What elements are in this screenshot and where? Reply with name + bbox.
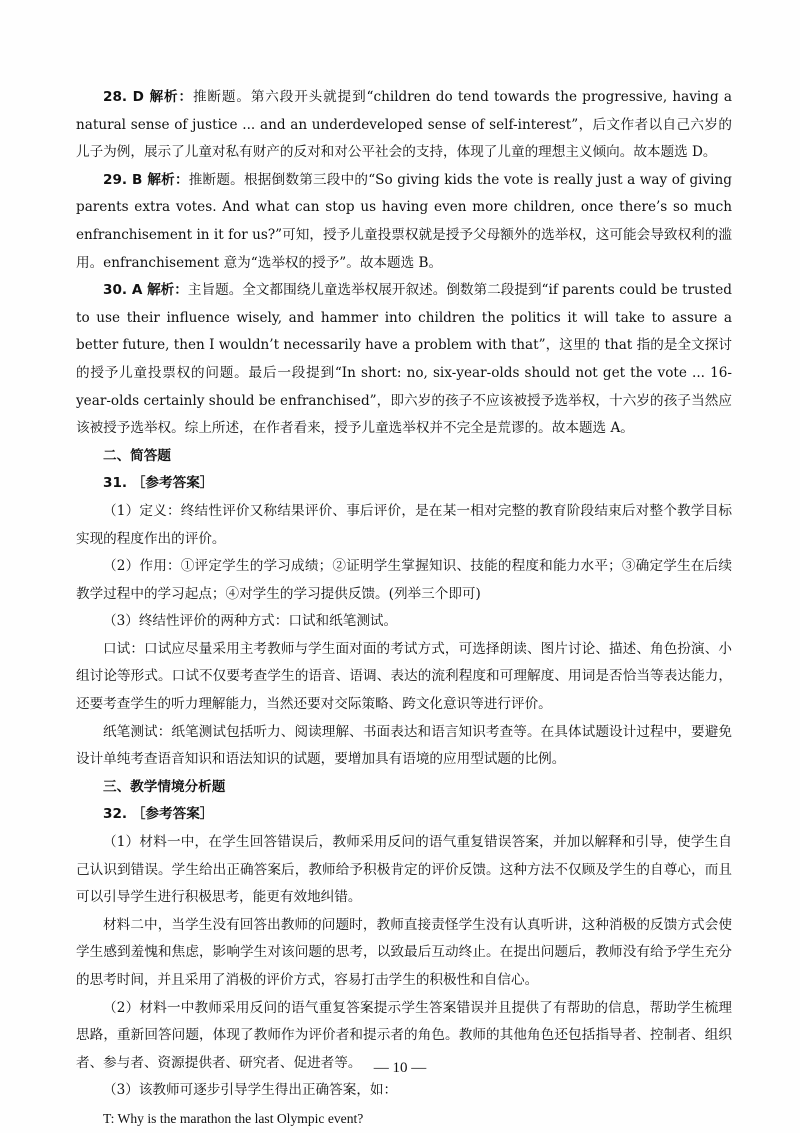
- page-number: — 10 —: [373, 1060, 427, 1076]
- answer-document: [76, 84, 732, 1133]
- q32-teacher-roles: （2）材料一中教师采用反问的语气重复答案提示学生答案错误并且提供了有帮助的信息，帮助学生梳理思路，重新回答问题，体现了教师作为评价者和提示者的角色。教师的其他角色还包括指导者、控制者、组织者、参与者、资源提供者、研究者、促进者等。: [76, 999, 732, 1071]
- section-heading-short-answer: 二、简答题: [103, 447, 171, 464]
- q31-methods: （3）终结性评价的两种方式：口试和纸笔测试。: [103, 613, 398, 630]
- q31-written-test: 纸笔测试：纸笔测试包括听力、阅读理解、书面表达和语言知识考查等。在具体试题设计过程中，要避免设计单纯考查语音知识和语法知识的试题，要增加具有语境的应用型试题的比例。: [76, 723, 732, 768]
- q32-label: 32. ［参考答案］: [103, 806, 214, 823]
- q32-example-question: T: Why is the marathon the last Olympic event?: [103, 1110, 364, 1126]
- q31-function: （2）作用：①评定学生的学习成绩；②证明学生掌握知识、技能的程度和能力水平；③确定学生在后续教学过程中的学习起点；④对学生的学习提供反馈。(列举三个即可): [76, 558, 732, 602]
- q31-oral-test: 口试：口试应尽量采用主考教师与学生面对面的考试方式，可选择朗读、图片讨论、描述、角色扮演、小组讨论等形式。口试不仅要考查学生的语音、语调、表达的流利程度和可理解度、用词是否恰当等表达能力，还要考查学生的听力理解能力，当然还要对交际策略、跨文化意识等进行评价。: [76, 640, 732, 713]
- q28-lead: 28. D 解析：: [103, 89, 193, 105]
- q28-text: 推断题。第六段开头就提到“children do tend towards the progressive, having a natural sense of justice ... and an underdeveloped sense of self-interest”，后文作者以自己六岁的儿子为例，展示了儿童对私有财产的反对和对公平社会的支持，体现了儿童的理想主义倾向。故本题选 D。: [76, 89, 732, 161]
- q31-label: 31. ［参考答案］: [103, 475, 214, 492]
- q30-paragraph: [76, 277, 732, 443]
- q32-material-one: （1）材料一中，在学生回答错误后，教师采用反问的语气重复错误答案，并加以解释和引导，使学生自己认识到错误。学生给出正确答案后，教师给予积极肯定的评价反馈。这种方法不仅顾及学生的自尊心，而且可以引导学生进行积极思考，能更有效地纠错。: [76, 834, 732, 906]
- q32-guidance: （3）该教师可逐步引导学生得出正确答案，如：: [103, 1082, 398, 1099]
- q29-lead: 29. B 解析：: [103, 171, 189, 188]
- q30-lead: 30. A 解析：: [103, 282, 188, 299]
- q31-definition: （1）定义：终结性评价又称结果评价、事后评价，是在某一相对完整的教育阶段结束后对整个教学目标实现的程度作出的评价。: [76, 502, 732, 547]
- q30-text: 主旨题。全文都围绕儿童选举权展开叙述。倒数第二段提到“if parents could be trusted to use their influence wisely, and hammer into children the politics it will take to assure a better future, then I wouldn’t necessarily have a problem with that”，这里的 that 指的是全文探讨的授予儿童投票权的问题。最后一段提到“In short: no, six-year-olds should not get the vote ... 16-year-olds certainly should be enfranchised”，即六岁的孩子不应该被授予选举权，十六岁的孩子当然应该被授予选举权。综上所述，在作者看来，授予儿童选举权并不完全是荒谬的。故本题选 A。: [76, 282, 732, 437]
- q29-text: 推断题。根据倒数第三段中的“So giving kids the vote is really just a way of giving parents extra votes. And what can stop us having even more children, once there’s so much enfranchisement in it for us?”可知，授予儿童投票权就是授予父母额外的选举权，这可能会导致权利的滥用。enfranchisement 意为“选举权的授予”。故本题选 B。: [76, 171, 732, 271]
- q29-paragraph: [76, 167, 732, 277]
- q28-paragraph: [76, 84, 732, 167]
- section-heading-teaching-analysis: 三、教学情境分析题: [103, 778, 226, 795]
- q32-material-two: 材料二中，当学生没有回答出教师的问题时，教师直接责怪学生没有认真听讲，这种消极的反馈方式会使学生感到羞愧和焦虑，影响学生对该问题的思考，以致最后互动终止。在提出问题后，教师没有给予学生充分的思考时间，并且采用了消极的评价方式，容易打击学生的积极性和自信心。: [76, 916, 732, 988]
